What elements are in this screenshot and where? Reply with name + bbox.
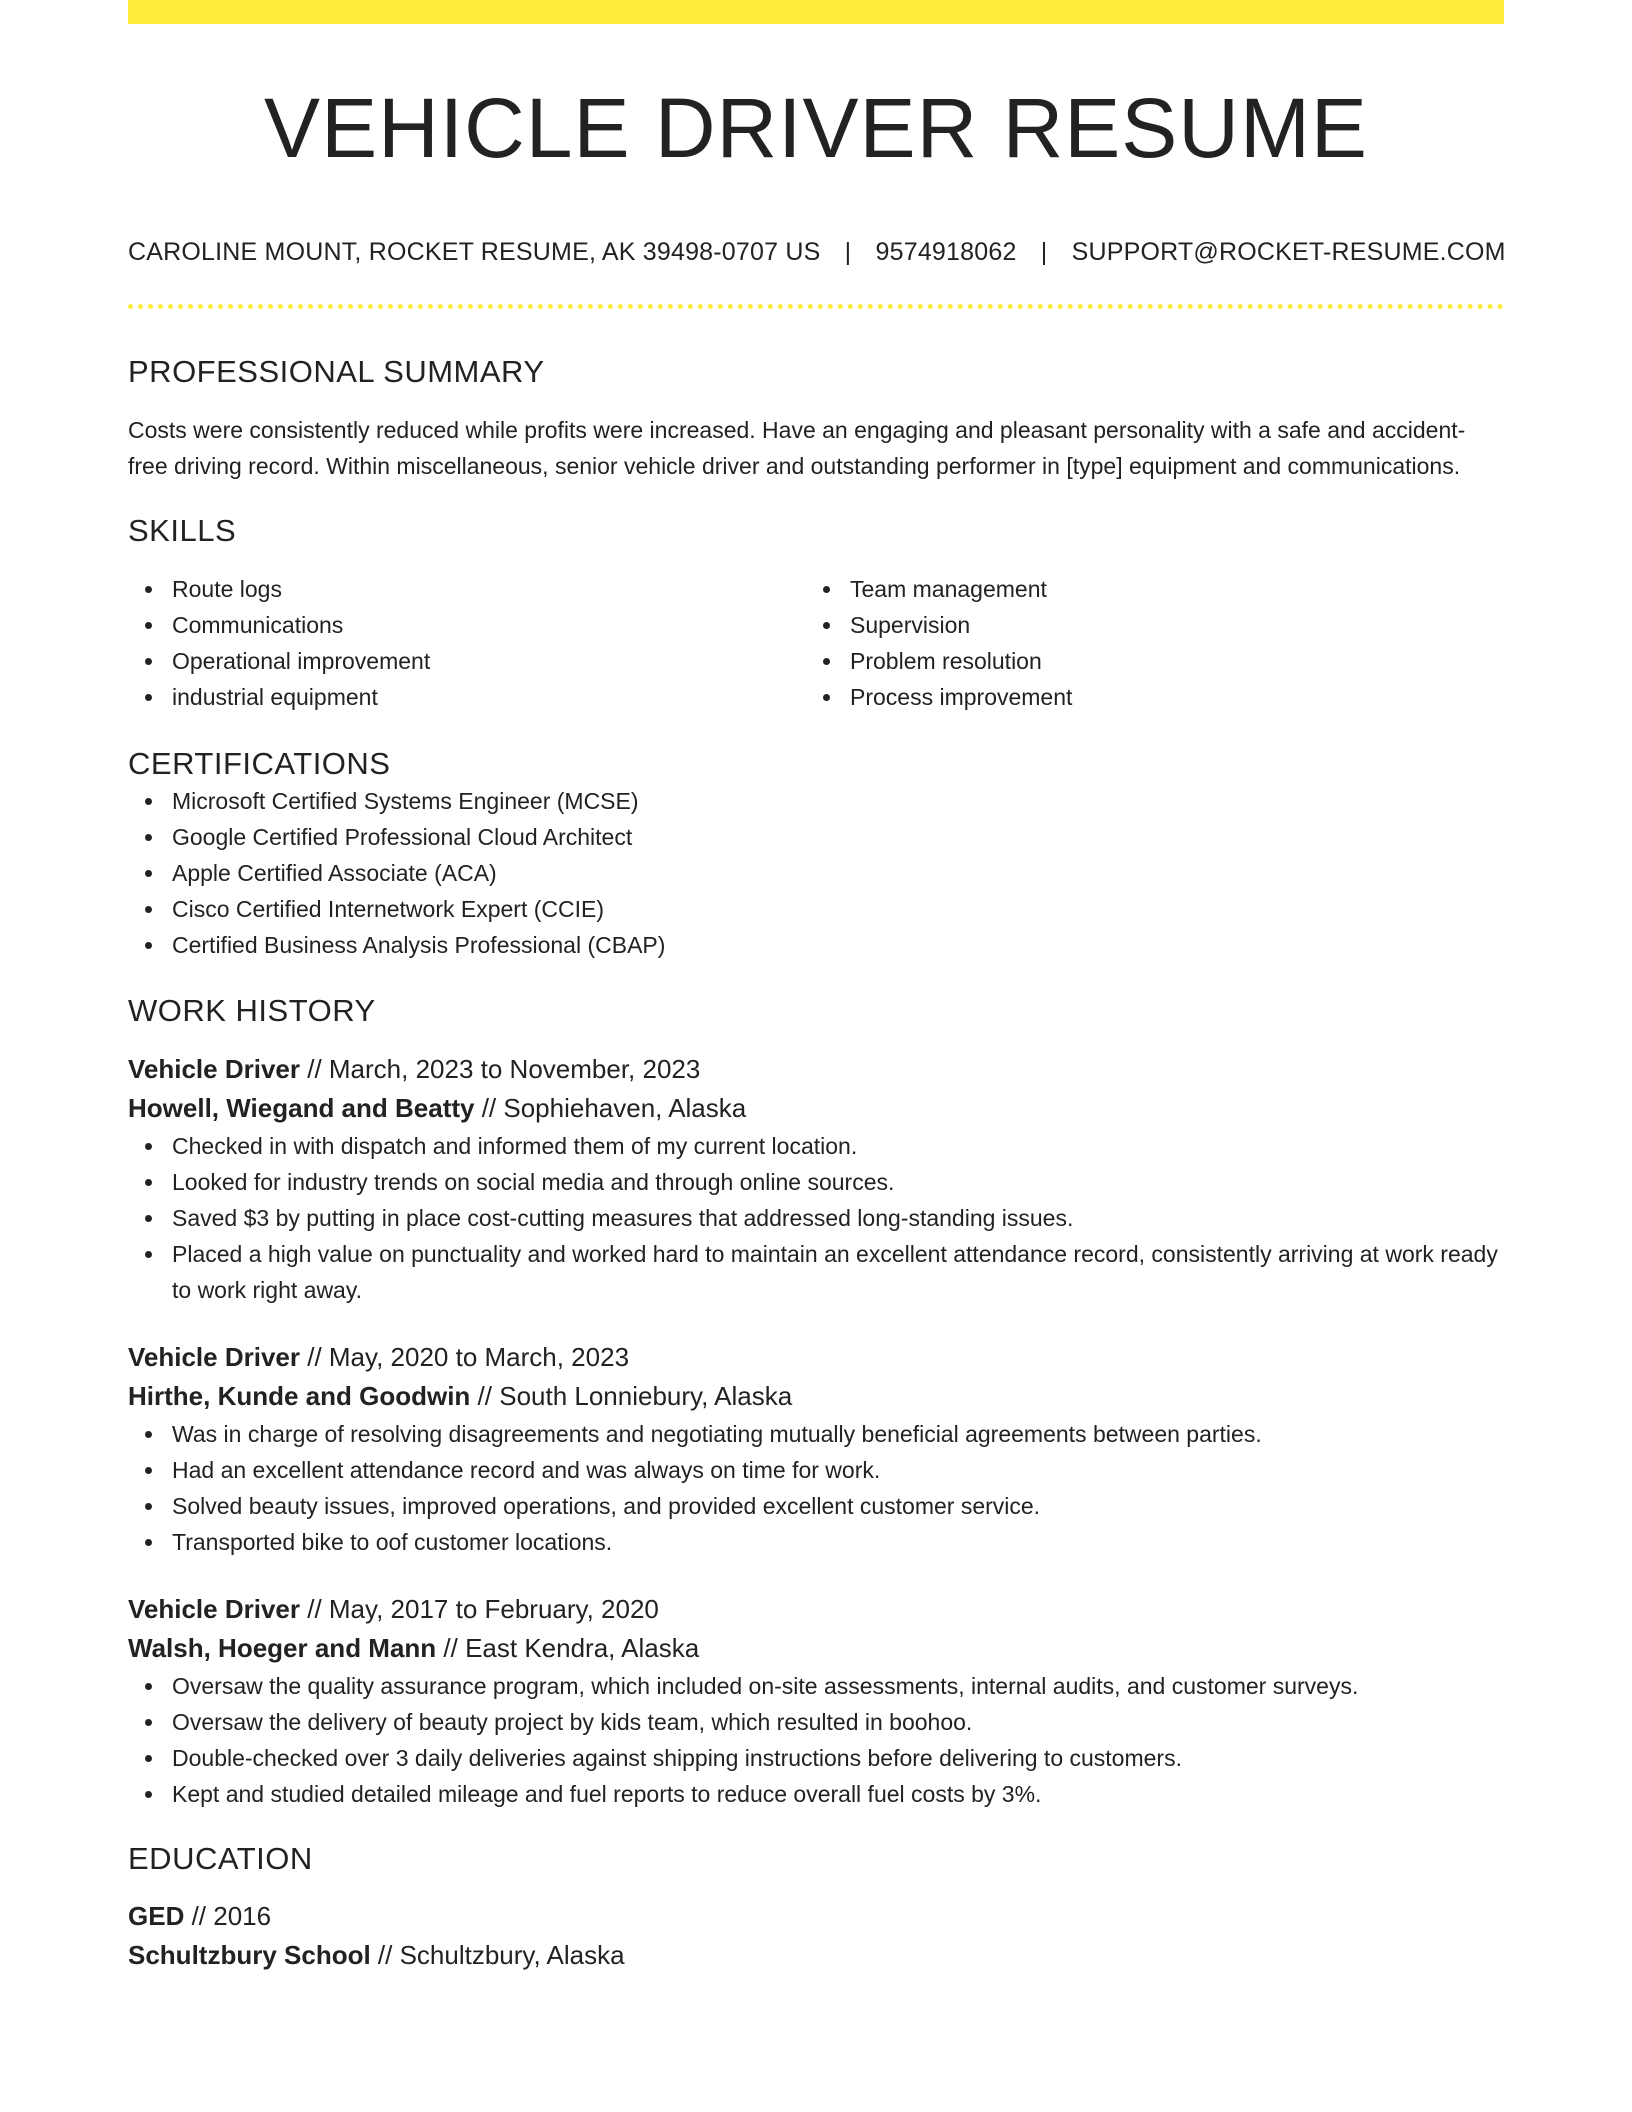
contact-email: SUPPORT@ROCKET-RESUME.COM: [1071, 238, 1506, 266]
job-company: Howell, Wiegand and Beatty: [128, 1092, 475, 1123]
list-item: Process improvement: [806, 679, 1484, 715]
job-bullets: [128, 1416, 1504, 1560]
contact-separator: |: [844, 238, 852, 266]
contact-phone: 9574918062: [875, 238, 1017, 266]
contact-line: [128, 238, 1504, 267]
list-item: Looked for industry trends on social media and through online sources.: [128, 1164, 1504, 1200]
job-title-line: [128, 1590, 1504, 1629]
list-item: Solved beauty issues, improved operations, and provided excellent customer service.: [128, 1488, 1504, 1524]
list-item: Communications: [128, 607, 806, 643]
list-item: Google Certified Professional Cloud Architect: [128, 819, 1504, 855]
list-item: Transported bike to oof customer locations.: [128, 1524, 1504, 1560]
job-company-line: [128, 1089, 1504, 1128]
dotted-divider: [128, 304, 1504, 309]
certifications-list: [128, 783, 1504, 963]
list-item: Was in charge of resolving disagreements and negotiating mutually beneficial agreements between parties.: [128, 1416, 1504, 1452]
list-item: Double-checked over 3 daily deliveries against shipping instructions before delivering to customers.: [128, 1740, 1504, 1776]
section-title-skills: SKILLS: [128, 513, 237, 549]
section-title-education: EDUCATION: [128, 1840, 313, 1876]
education-school: Schultzbury School: [128, 1939, 371, 1970]
page-title: VEHICLE DRIVER RESUME: [264, 81, 1368, 175]
job-location: // South Lonniebury, Alaska: [470, 1380, 793, 1411]
list-item: Oversaw the quality assurance program, which included on-site assessments, internal audits, and customer surveys.: [128, 1668, 1504, 1704]
list-item: Supervision: [806, 607, 1484, 643]
skills-column-left: [128, 571, 806, 715]
list-item: Placed a high value on punctuality and worked hard to maintain an excellent attendance record, consistently arriving at work ready to work right away.: [128, 1236, 1504, 1308]
summary-text: Costs were consistently reduced while profits were increased. Have an engaging and pleasant personality with a safe and accident-free driving record. Within miscellaneous, senior vehicle driver and outstanding performer in [type] equipment and communications.: [128, 417, 1466, 480]
job-role: Vehicle Driver: [128, 1053, 300, 1084]
job-title-line: [128, 1050, 1504, 1089]
job-entry: [128, 1590, 1504, 1812]
list-item: Apple Certified Associate (ACA): [128, 855, 1504, 891]
job-bullets: [128, 1668, 1504, 1812]
contact-address: CAROLINE MOUNT, ROCKET RESUME, AK 39498-0707 US: [128, 238, 821, 266]
section-title-certifications: CERTIFICATIONS: [128, 746, 391, 782]
list-item: Cisco Certified Internetwork Expert (CCIE): [128, 891, 1504, 927]
job-location: // Sophiehaven, Alaska: [474, 1092, 747, 1123]
job-company: Walsh, Hoeger and Mann: [128, 1632, 437, 1663]
resume-page: [128, 0, 1504, 1975]
list-item: Microsoft Certified Systems Engineer (MCSE): [128, 783, 1504, 819]
education-year: // 2016: [184, 1900, 272, 1931]
list-item: industrial equipment: [128, 679, 806, 715]
job-dates: // May, 2020 to March, 2023: [300, 1341, 630, 1372]
list-item: Kept and studied detailed mileage and fuel reports to reduce overall fuel costs by 3%.: [128, 1776, 1504, 1812]
education-school-line: [128, 1936, 1504, 1975]
job-title-line: [128, 1338, 1504, 1377]
list-item: Had an excellent attendance record and was always on time for work.: [128, 1452, 1504, 1488]
job-company-line: [128, 1377, 1504, 1416]
list-item: Route logs: [128, 571, 806, 607]
education-degree-line: [128, 1897, 1504, 1936]
list-item: Saved $3 by putting in place cost-cutting measures that addressed long-standing issues.: [128, 1200, 1504, 1236]
skills-column-right: [806, 571, 1484, 715]
job-bullets: [128, 1128, 1504, 1308]
job-entry: [128, 1050, 1504, 1308]
contact-separator: |: [1040, 238, 1048, 266]
list-item: Problem resolution: [806, 643, 1484, 679]
list-item: Team management: [806, 571, 1484, 607]
job-location: // East Kendra, Alaska: [436, 1632, 700, 1663]
section-title-work-history: WORK HISTORY: [128, 992, 376, 1028]
job-dates: // May, 2017 to February, 2020: [300, 1593, 659, 1624]
job-entry: [128, 1338, 1504, 1560]
accent-bar: [128, 0, 1504, 24]
education-location: // Schultzbury, Alaska: [370, 1939, 625, 1970]
job-role: Vehicle Driver: [128, 1593, 300, 1624]
list-item: Certified Business Analysis Professional (CBAP): [128, 927, 1504, 963]
list-item: Checked in with dispatch and informed them of my current location.: [128, 1128, 1504, 1164]
section-title-summary: PROFESSIONAL SUMMARY: [128, 354, 545, 389]
job-company: Hirthe, Kunde and Goodwin: [128, 1380, 471, 1411]
job-dates: // March, 2023 to November, 2023: [300, 1053, 701, 1084]
education-degree: GED: [128, 1900, 185, 1931]
list-item: Operational improvement: [128, 643, 806, 679]
skills-grid: [128, 571, 1504, 715]
list-item: Oversaw the delivery of beauty project by kids team, which resulted in boohoo.: [128, 1704, 1504, 1740]
job-company-line: [128, 1629, 1504, 1668]
job-role: Vehicle Driver: [128, 1341, 300, 1372]
